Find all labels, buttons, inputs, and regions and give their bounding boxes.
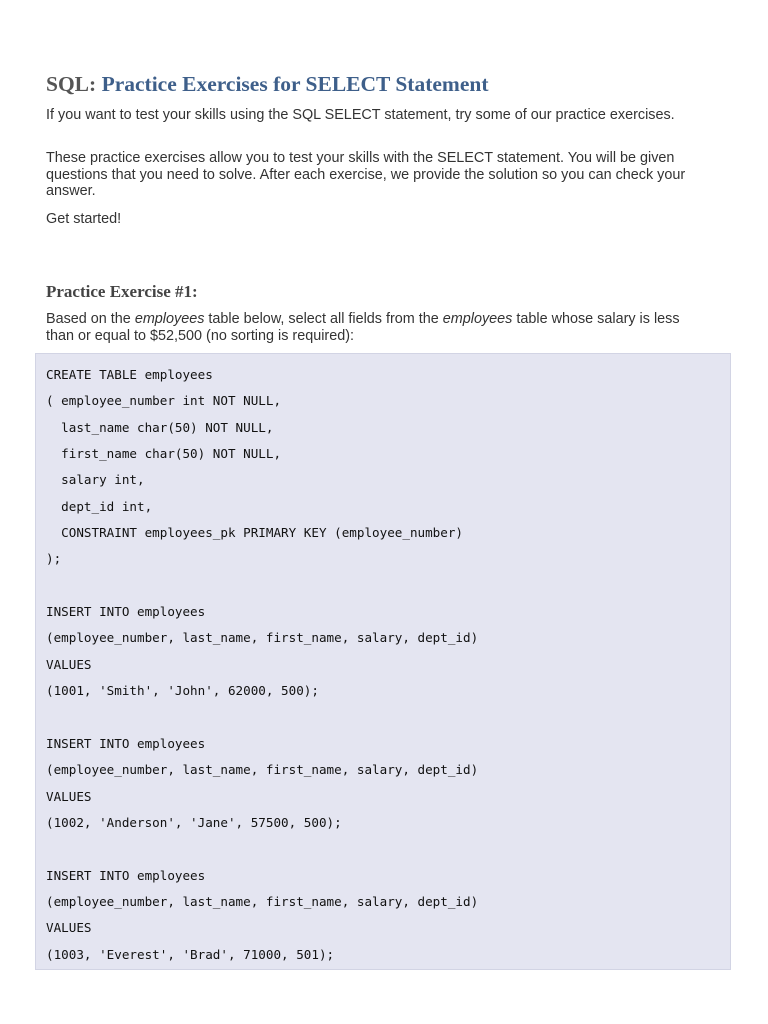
code-line: INSERT INTO employees (46, 604, 206, 620)
code-line: ); (46, 551, 62, 567)
code-line: (1003, 'Everest', 'Brad', 71000, 501); (46, 946, 335, 962)
exercise-heading: Practice Exercise #1: (46, 282, 198, 301)
code-line (46, 573, 478, 599)
intro-paragraph-2: These practice exercises allow you to test your skills with the SELECT statement. You will be given questions that you need to solve. After each exercise, we provide the solution so you can check your answer. (46, 150, 686, 199)
title-prefix: SQL: (46, 72, 97, 96)
exercise-description (46, 311, 706, 344)
page-title (46, 70, 489, 98)
code-line: INSERT INTO employees (46, 867, 206, 883)
code-line: VALUES (46, 788, 92, 804)
exercise-desc-table-name-1: employees (134, 311, 205, 327)
code-line: INSERT INTO employees (46, 735, 206, 751)
code-line: CONSTRAINT employees_pk PRIMARY KEY (employee_number) (46, 525, 464, 541)
code-line: (1001, 'Smith', 'John', 62000, 500); (46, 683, 319, 699)
code-line: (employee_number, last_name, first_name, salary, dept_id) (46, 630, 479, 646)
code-line: (employee_number, last_name, first_name, salary, dept_id) (46, 762, 479, 778)
title-text: Practice Exercises for SELECT Statement (101, 72, 489, 96)
code-block (46, 362, 478, 968)
code-line: first_name char(50) NOT NULL, (46, 446, 282, 462)
code-line: CREATE TABLE employees (46, 367, 213, 382)
code-line: ( employee_number int NOT NULL, (46, 393, 282, 409)
exercise-desc-part-2: table below, select all fields from the (204, 311, 443, 327)
code-line: salary int, (46, 472, 145, 488)
exercise-desc-part-3: table whose salary is less than or equal to $52,500 (no sorting is required): (46, 311, 680, 344)
code-line: (employee_number, last_name, first_name, salary, dept_id) (46, 893, 479, 909)
code-line: dept_id int, (46, 498, 153, 514)
exercise-desc-part-1: Based on the (46, 311, 135, 327)
intro-paragraph-3: Get started! (46, 211, 122, 227)
code-line (46, 836, 478, 862)
code-line: last_name char(50) NOT NULL, (46, 419, 274, 435)
code-line: VALUES (46, 656, 92, 672)
exercise-desc-table-name-2: employees (442, 311, 513, 327)
code-line: VALUES (46, 920, 92, 936)
code-line (46, 704, 478, 730)
intro-paragraph-1: If you want to test your skills using the SQL SELECT statement, try some of our practice exercises. (46, 107, 675, 123)
code-line: (1002, 'Anderson', 'Jane', 57500, 500); (46, 814, 342, 830)
